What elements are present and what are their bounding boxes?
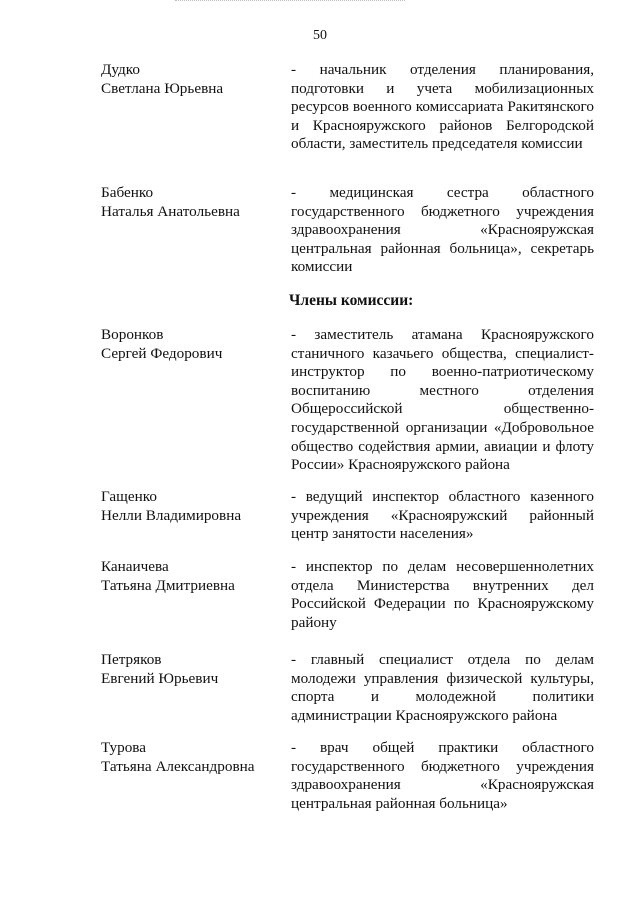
member-surname: Канаичева	[101, 558, 169, 575]
member-given-names: Нелли Владимировна	[101, 506, 242, 524]
member-role: - инспектор по делам несовершеннолетних отдела Министерства внутренних дел Российской Федерации по Краснояружскому району	[291, 558, 594, 631]
member-surname: Бабенко	[101, 184, 154, 201]
member-given-names: Сергей Федорович	[101, 344, 223, 362]
scan-artifact	[175, 0, 405, 4]
member-surname: Петряков	[101, 651, 162, 668]
member-surname: Воронков	[101, 326, 164, 343]
section-heading: Члены комиссии:	[289, 292, 414, 309]
member-role: - врач общей практики областного государственного бюджетного учреждения здравоохранения «Краснояружская центральная районная больница»	[291, 739, 594, 812]
page-number: 50	[313, 28, 327, 43]
member-given-names: Евгений Юрьевич	[101, 669, 219, 687]
member-role: - медицинская сестра областного государственного бюджетного учреждения здравоохранения «Краснояружская центральная районная больница», секретарь комиссии	[291, 184, 594, 276]
member-name	[101, 184, 276, 221]
member-role: - ведущий инспектор областного казенного учреждения «Краснояружский районный центр занятости населения»	[291, 488, 594, 543]
member-surname: Дудко	[101, 61, 140, 78]
member-role: - главный специалист отдела по делам молодежи управления физической культуры, спорта и молодежной политики администрации Краснояружского района	[291, 651, 594, 724]
member-name	[101, 61, 276, 98]
member-given-names: Светлана Юрьевна	[101, 79, 224, 97]
member-given-names: Наталья Анатольевна	[101, 202, 240, 220]
member-surname: Гащенко	[101, 488, 157, 505]
member-given-names: Татьяна Дмитриевна	[101, 576, 235, 594]
member-given-names: Татьяна Александровна	[101, 757, 255, 775]
member-role: - заместитель атамана Краснояружского станичного казачьего общества, специалист-инструктор по военно-патриотическому воспитанию местного отделения Общероссийской общественно-государственной организации «Добровольное общество содействия армии, авиации и флоту России» Краснояружского района	[291, 326, 594, 474]
member-name	[101, 326, 276, 363]
member-name	[101, 558, 276, 595]
member-role: - начальник отделения планирования, подготовки и учета мобилизационных ресурсов военного комиссариата Ракитянского и Краснояружского районов Белгородской области, заместитель председателя комиссии	[291, 61, 594, 153]
member-name	[101, 651, 276, 688]
member-name	[101, 488, 276, 525]
member-name	[101, 739, 276, 776]
member-surname: Турова	[101, 739, 147, 756]
